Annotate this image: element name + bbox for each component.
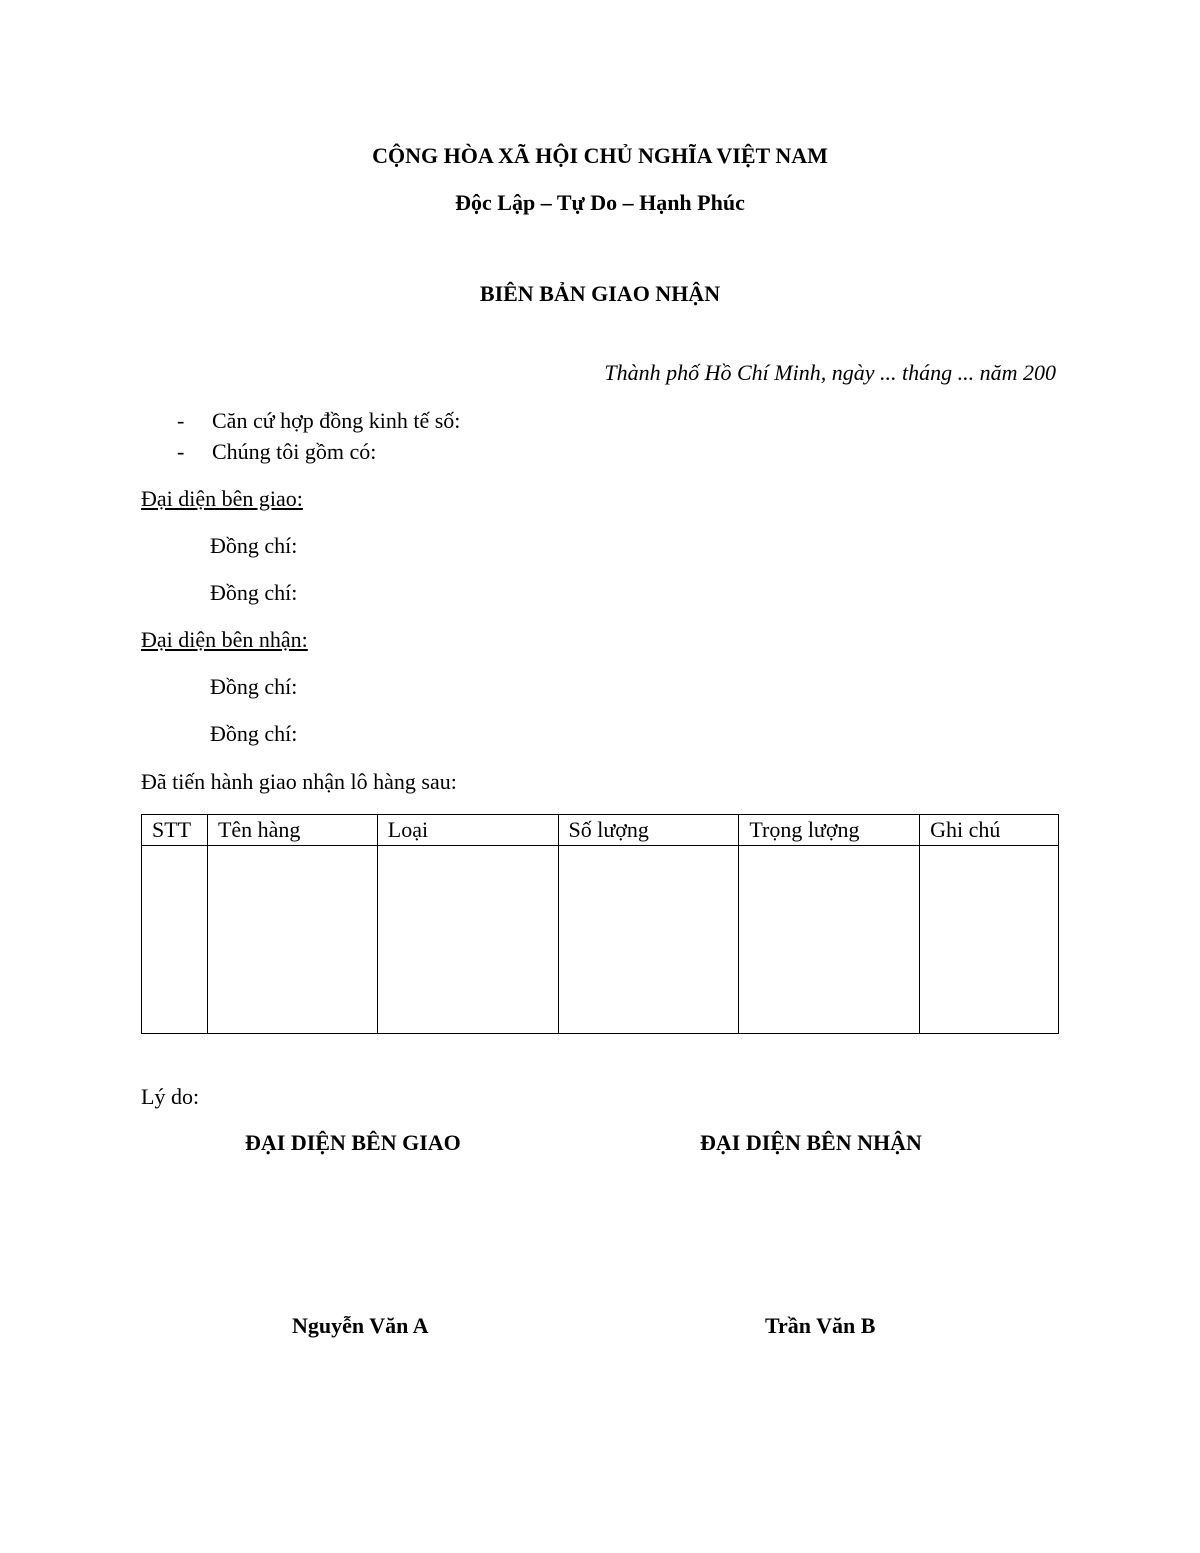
giver-signature-title: ĐẠI DIỆN BÊN GIAO xyxy=(245,1130,461,1155)
goods-table xyxy=(141,814,1059,1034)
receiver-heading: Đại diện bên nhận: xyxy=(141,627,308,652)
place-date-line: Thành phố Hồ Chí Minh, ngày ... tháng ... năm 200 xyxy=(604,360,1056,385)
table-cell xyxy=(142,846,208,1034)
bullet-mark: - xyxy=(177,408,185,433)
receiver-signature-name: Trần Văn B xyxy=(765,1313,876,1338)
giver-signature-name: Nguyễn Văn A xyxy=(292,1313,429,1338)
table-cell xyxy=(920,846,1059,1034)
bullet-mark: - xyxy=(177,439,185,464)
goods-intro-line: Đã tiến hành giao nhận lô hàng sau: xyxy=(141,769,457,794)
column-header-stt: STT xyxy=(142,815,208,846)
table-cell xyxy=(739,846,920,1034)
contract-basis-line: Căn cứ hợp đồng kinh tế số: xyxy=(212,408,461,433)
column-header-weight: Trọng lượng xyxy=(739,815,920,846)
table-header-row xyxy=(142,815,1059,846)
column-header-name: Tên hàng xyxy=(207,815,377,846)
giver-person-1: Đồng chí: xyxy=(210,533,298,558)
column-header-type: Loại xyxy=(377,815,558,846)
column-header-quantity: Số lượng xyxy=(558,815,739,846)
receiver-person-1: Đồng chí: xyxy=(210,674,298,699)
table-cell xyxy=(377,846,558,1034)
receiver-signature-title: ĐẠI DIỆN BÊN NHẬN xyxy=(700,1130,922,1155)
table-row xyxy=(142,846,1059,1034)
table-cell xyxy=(558,846,739,1034)
national-title: CỘNG HÒA XÃ HỘI CHỦ NGHĨA VIỆT NAM xyxy=(372,143,828,168)
giver-heading: Đại diện bên giao: xyxy=(141,486,303,511)
document-title: BIÊN BẢN GIAO NHẬN xyxy=(479,281,721,306)
participants-line: Chúng tôi gồm có: xyxy=(212,439,377,464)
national-motto: Độc Lập – Tự Do – Hạnh Phúc xyxy=(455,190,745,215)
reason-label: Lý do: xyxy=(141,1084,200,1109)
table-cell xyxy=(207,846,377,1034)
column-header-note: Ghi chú xyxy=(920,815,1059,846)
giver-person-2: Đồng chí: xyxy=(210,580,298,605)
receiver-person-2: Đồng chí: xyxy=(210,721,298,746)
